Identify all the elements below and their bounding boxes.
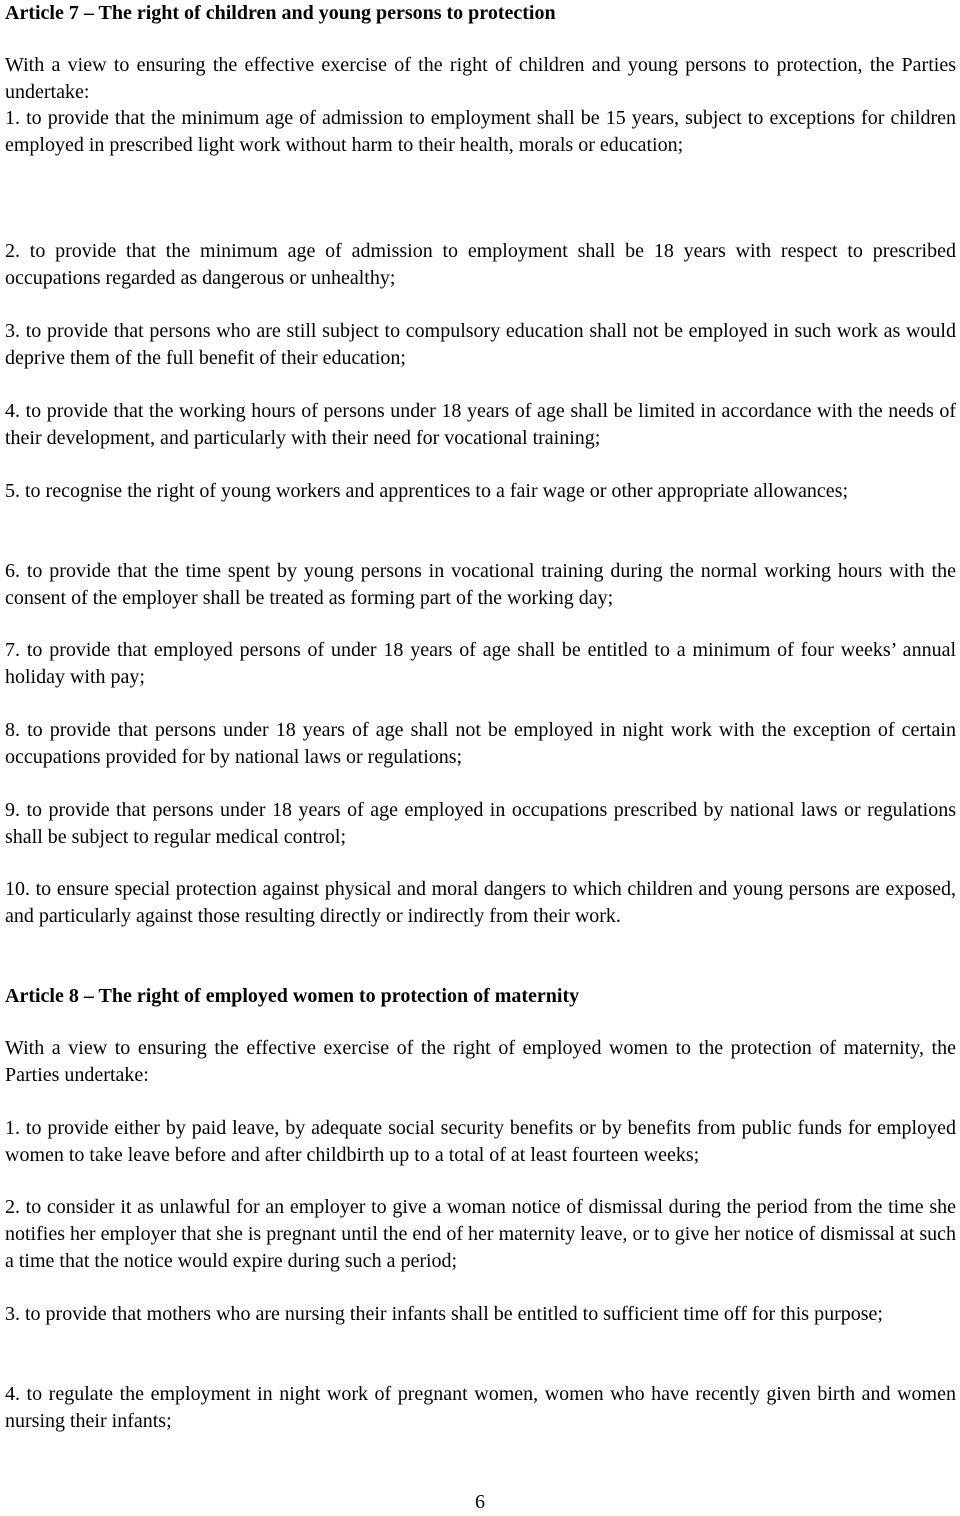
article-8-item: 3. to provide that mothers who are nursing their infants shall be entitled to sufficient time off for this purpose;	[5, 1303, 883, 1325]
article-7-item: 4. to provide that the working hours of persons under 18 years of age shall be limited in accordance with the needs of their development, and particularly with their need for vocational training;	[5, 400, 956, 449]
article-8-title: Article 8 – The right of employed women to protection of maternity	[5, 985, 580, 1007]
article-8-intro: With a view to ensuring the effective exercise of the right of employed women to the protection of maternity, the Parties undertake:	[5, 1037, 956, 1086]
article-7-item: 3. to provide that persons who are still subject to compulsory education shall not be employed in such work as would deprive them of the full benefit of their education;	[5, 320, 956, 369]
article-8-item: 4. to regulate the employment in night work of pregnant women, women who have recently given birth and women nursing their infants;	[5, 1383, 956, 1432]
article-7-item: 1. to provide that the minimum age of admission to employment shall be 15 years, subject to exceptions for children employed in prescribed light work without harm to their health, morals or education;	[5, 107, 956, 156]
article-7-item: 8. to provide that persons under 18 years of age shall not be employed in night work with the exception of certain occupations provided for by national laws or regulations;	[5, 719, 956, 768]
page-number: 6	[475, 1491, 485, 1513]
article-7-item: 7. to provide that employed persons of under 18 years of age shall be entitled to a minimum of four weeks’ annual holiday with pay;	[5, 639, 956, 688]
article-7-item: 5. to recognise the right of young workers and apprentices to a fair wage or other appropriate allowances;	[5, 480, 849, 502]
article-7-title: Article 7 – The right of children and young persons to protection	[5, 2, 556, 24]
article-7-item: 10. to ensure special protection against physical and moral dangers to which children and young persons are exposed, and particularly against those resulting directly or indirectly from their work.	[5, 878, 956, 927]
article-7-item: 6. to provide that the time spent by young persons in vocational training during the normal working hours with the consent of the employer shall be treated as forming part of the working day;	[5, 560, 956, 609]
article-8-item: 2. to consider it as unlawful for an employer to give a woman notice of dismissal during the period from the time she notifies her employer that she is pregnant until the end of her maternity leave, or to give her notice of dismissal at such a time that the notice would expire during such a period;	[5, 1196, 956, 1272]
article-7-item: 2. to provide that the minimum age of admission to employment shall be 18 years with respect to prescribed occupations regarded as dangerous or unhealthy;	[5, 240, 956, 289]
article-7-intro: With a view to ensuring the effective exercise of the right of children and young persons to protection, the Parties undertake:	[5, 54, 956, 103]
article-8-item: 1. to provide either by paid leave, by adequate social security benefits or by benefits from public funds for employed women to take leave before and after childbirth up to a total of at least fourteen weeks;	[5, 1117, 956, 1166]
article-7-item: 9. to provide that persons under 18 years of age employed in occupations prescribed by national laws or regulations shall be subject to regular medical control;	[5, 799, 956, 848]
